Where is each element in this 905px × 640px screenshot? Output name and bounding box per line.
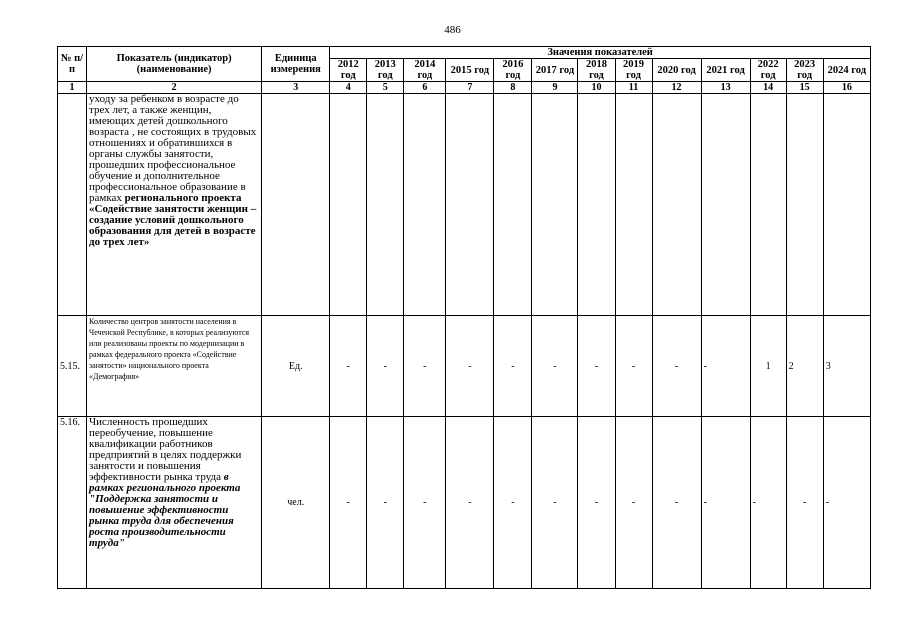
column-number: 15 [786, 82, 823, 94]
header-year: 2022 год [750, 59, 786, 82]
indicator-emphasis: в рамках регионального проекта "Поддержка занятости и повышение эффективности рынка труда для обеспечения роста производительности труда" [89, 471, 241, 549]
table-row [58, 417, 871, 589]
value-cell: - [750, 417, 786, 589]
header-year: 2013 год [367, 59, 404, 82]
value-cell: 3 [823, 316, 870, 417]
header-indicator: Показатель (индикатор) (наименование) [87, 47, 262, 82]
column-number: 7 [446, 82, 494, 94]
value-cell: - [367, 417, 404, 589]
page-number: 486 [444, 24, 461, 36]
value-cell: 1 [750, 316, 786, 417]
value-cell [404, 94, 446, 316]
header-year: 2020 год [652, 59, 701, 82]
header-year: 2014 год [404, 59, 446, 82]
value-cell: - [701, 316, 750, 417]
indicator-cell: Количество центров занятости населения в Чеченской Республике, в которых реализуются или реализованы проекты по модернизации в рамках федерального проекта «Содействие занятости» национального проекта «Демография» [87, 316, 262, 417]
value-cell: - [701, 417, 750, 589]
value-cell: - [367, 316, 404, 417]
header-unit: Единица измерения [262, 47, 330, 82]
value-cell: - [615, 316, 652, 417]
header-year: 2012 год [330, 59, 367, 82]
value-cell [701, 94, 750, 316]
unit-cell [262, 94, 330, 316]
column-number: 10 [578, 82, 615, 94]
unit-cell: чел. [262, 417, 330, 589]
column-number: 11 [615, 82, 652, 94]
value-cell [652, 94, 701, 316]
value-cell [750, 94, 786, 316]
value-cell [786, 94, 823, 316]
value-cell: 2 [786, 316, 823, 417]
column-number: 14 [750, 82, 786, 94]
value-cell [330, 94, 367, 316]
value-cell: - [532, 417, 578, 589]
table-row [58, 316, 871, 417]
header-year: 2017 год [532, 59, 578, 82]
column-number: 6 [404, 82, 446, 94]
value-cell [367, 94, 404, 316]
header-year: 2018 год [578, 59, 615, 82]
column-number: 12 [652, 82, 701, 94]
column-number: 2 [87, 82, 262, 94]
column-number: 1 [58, 82, 87, 94]
indicator-text: уходу за ребенком в возрасте до трех лет, а также женщин, имеющих детей дошкольного возраста , не состоящих в трудовых отношениях и обратившихся в органы службы занятости, прошедших профессиональное обучение и дополнительное профессиональное образование в рамках [89, 93, 257, 204]
value-cell: - [494, 417, 532, 589]
indicator-emphasis: регионального проекта «Содействие занятости женщин – создание условий дошкольного образования для детей в возрасте до трех лет» [89, 192, 257, 248]
value-cell [578, 94, 615, 316]
value-cell: - [823, 417, 870, 589]
column-number: 9 [532, 82, 578, 94]
column-number: 16 [823, 82, 870, 94]
row-number [58, 94, 87, 316]
column-number: 3 [262, 82, 330, 94]
header-year: 2015 год [446, 59, 494, 82]
value-cell [823, 94, 870, 316]
value-cell [615, 94, 652, 316]
column-number: 13 [701, 82, 750, 94]
value-cell: - [494, 316, 532, 417]
value-cell: - [786, 417, 823, 589]
value-cell: - [578, 316, 615, 417]
header-no: № п/п [58, 47, 87, 82]
header-year: 2024 год [823, 59, 870, 82]
value-cell: - [446, 417, 494, 589]
value-cell: - [578, 417, 615, 589]
value-cell [446, 94, 494, 316]
header-year: 2021 год [701, 59, 750, 82]
value-cell [494, 94, 532, 316]
header-year: 2016 год [494, 59, 532, 82]
indicator-text: Численность прошедших переобучение, повышение квалификации работников предприятий в целях поддержки занятости и повышения эффективности рынка труда [89, 416, 242, 483]
value-cell [532, 94, 578, 316]
value-cell: - [652, 417, 701, 589]
header-values-title: Значения показателей [330, 47, 871, 59]
indicator-cell [87, 94, 262, 316]
row-number: 5.15. [58, 316, 87, 417]
row-number: 5.16. [58, 417, 87, 589]
indicator-cell [87, 417, 262, 589]
unit-cell: Ед. [262, 316, 330, 417]
table-row [58, 94, 871, 316]
value-cell: - [404, 417, 446, 589]
value-cell: - [330, 316, 367, 417]
value-cell: - [615, 417, 652, 589]
value-cell: - [652, 316, 701, 417]
header-year: 2023 год [786, 59, 823, 82]
column-numbers-row [58, 82, 871, 94]
header-year: 2019 год [615, 59, 652, 82]
value-cell: - [446, 316, 494, 417]
column-number: 5 [367, 82, 404, 94]
indicators-table [57, 46, 871, 589]
column-number: 4 [330, 82, 367, 94]
value-cell: - [404, 316, 446, 417]
column-number: 8 [494, 82, 532, 94]
value-cell: - [532, 316, 578, 417]
value-cell: - [330, 417, 367, 589]
